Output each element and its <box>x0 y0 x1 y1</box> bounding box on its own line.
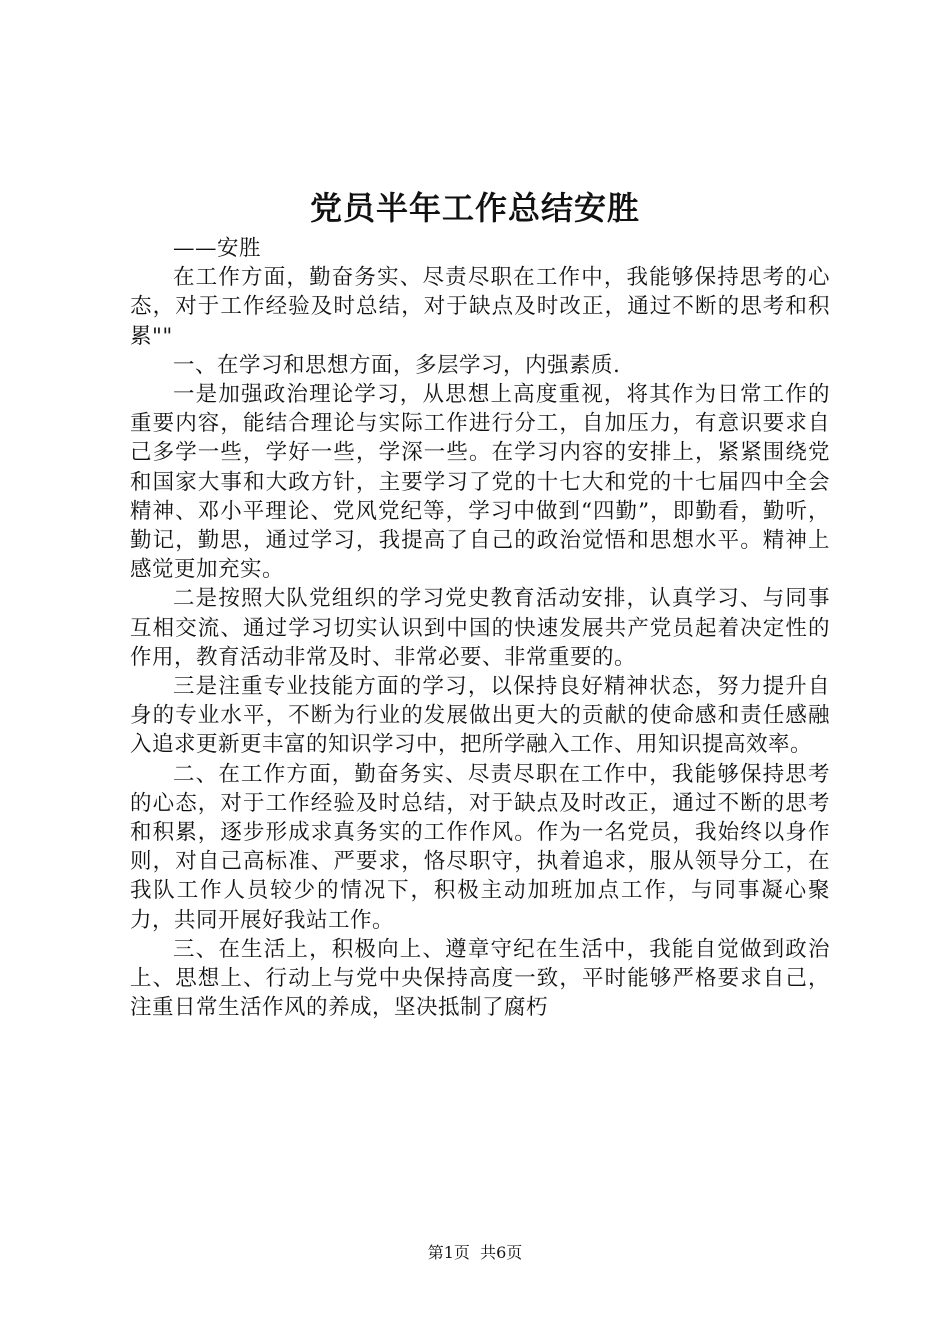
author-line: ——安胜 <box>173 236 262 261</box>
paragraph-work: 二、在工作方面，勤奋务实、尽责尽职在工作中，我能够保持思考的心态，对于工作经验及时总结，对于缺点及时改正，通过不断的思考和积累，逐步形成求真务实的工作作风。作为一名党员，我始终以身作则，对自己高标准、严要求，恪尽职守，执着追求，服从领导分工，在我队工作人员较少的情况下，积极主动加班加点工作，与同事凝心聚力，共同开展好我站工作。 <box>130 761 830 933</box>
document-title: 党员半年工作总结安胜 <box>309 189 640 227</box>
page-number: 第1页 <box>427 1243 470 1262</box>
paragraph-study-2: 二是按照大队党组织的学习党史教育活动安排，认真学习、与同事互相交流、通过学习切实认识到中国的快速发展共产党员起着决定性的作用，教育活动非常及时、非常必要、非常重要的。 <box>130 586 830 670</box>
paragraph-life: 三、在生活上，积极向上、遵章守纪在生活中，我能自觉做到政治上、思想上、行动上与党中央保持高度一致，平时能够严格要求自己，注重日常生活作风的养成，坚决抵制了腐朽 <box>130 936 830 1021</box>
document-body <box>130 234 830 1022</box>
page-total: 共6页 <box>480 1243 523 1262</box>
section-heading-study: 一、在学习和思想方面，多层学习，内强素质. <box>173 352 621 378</box>
paragraph-study-1: 一是加强政治理论学习，从思想上高度重视，将其作为日常工作的重要内容，能结合理论与实际工作进行分工，自加压力，有意识要求自己多学一些，学好一些，学深一些。在学习内容的安排上，紧紧围绕党和国家大事和大政方针，主要学习了党的十七大和党的十七届四中全会精神、邓小平理论、党风党纪等，学习中做到“四勤”，即勤看，勤听，勤记，勤思，通过学习，我提高了自己的政治觉悟和思想水平。精神上感觉更加充实。 <box>130 382 830 583</box>
page-footer <box>0 1242 950 1264</box>
paragraph-intro: 在工作方面，勤奋务实、尽责尽职在工作中，我能够保持思考的心态，对于工作经验及时总结，对于缺点及时改正，通过不断的思考和积累"" <box>130 265 830 349</box>
footer-separator <box>470 1243 480 1262</box>
paragraph-study-3: 三是注重专业技能方面的学习，以保持良好精神状态，努力提升自身的专业水平，不断为行业的发展做出更大的贡献的使命感和责任感融入追求更新更丰富的知识学习中，把所学融入工作、用知识提高效率。 <box>130 674 830 758</box>
